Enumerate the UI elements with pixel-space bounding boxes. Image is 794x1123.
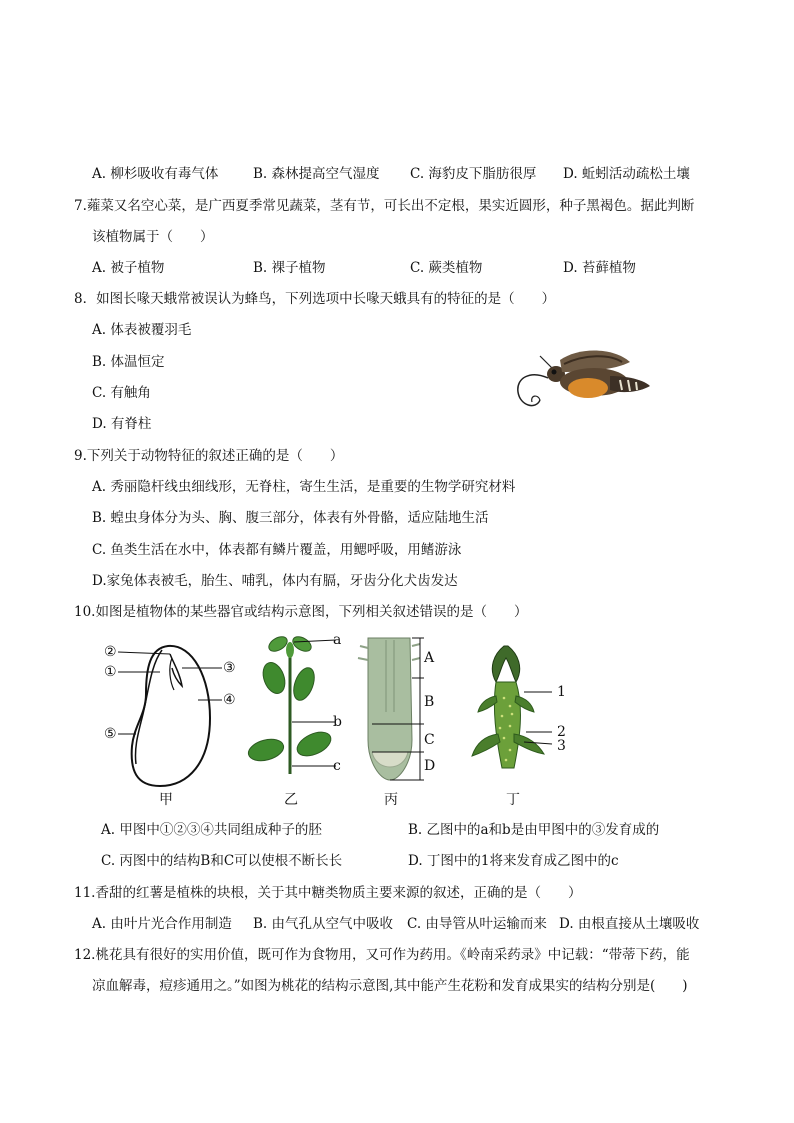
seed-label-1: ① bbox=[104, 664, 117, 680]
q9-option-b: B. 蝗虫身体分为头、胸、腹三部分，体表有外骨骼，适应陆地生活 bbox=[92, 510, 489, 526]
q7-option-a: A. 被子植物 bbox=[92, 260, 165, 276]
q10-stem: 10.如图是植物体的某些器官或结构示意图，下列相关叙述错误的是（ ） bbox=[74, 604, 528, 620]
q10-option-b: B. 乙图中的a和b是由甲图中的③发育成的 bbox=[408, 822, 660, 838]
bud-label-3: 3 bbox=[557, 738, 566, 754]
figure-bing-caption: 丙 bbox=[384, 792, 398, 808]
seed-label-5: ⑤ bbox=[104, 726, 117, 742]
q8-option-a: A. 体表被覆羽毛 bbox=[92, 322, 192, 338]
q9-option-d: D.家兔体表被毛，胎生、哺乳，体内有膈，牙齿分化犬齿发达 bbox=[92, 573, 458, 589]
q11-option-b: B. 由气孔从空气中吸收 bbox=[253, 916, 394, 932]
q12-stem-line1: 12.桃花具有很好的实用价值，既可作为食物用，又可作为药用。《岭南采药录》中记载：“带蒂下药，能 bbox=[74, 947, 690, 963]
stem-label-a: a bbox=[333, 632, 342, 648]
q8-stem: 8．如图长喙天蛾常被误认为蜂鸟，下列选项中长喙天蛾具有的特征的是（ ） bbox=[74, 291, 556, 307]
q9-option-a: A. 秀丽隐杆线虫细线形，无脊柱，寄生生活，是重要的生物学研究材料 bbox=[92, 479, 516, 495]
seed-label-3: ③ bbox=[223, 660, 236, 676]
q8-option-d: D. 有脊柱 bbox=[92, 416, 152, 432]
root-tip-diagram bbox=[350, 632, 430, 784]
q7-stem-line1: 7.蕹菜又名空心菜，是广西夏季常见蔬菜，茎有节，可长出不定根，果实近圆形，种子黑褐色。据此判断 bbox=[74, 198, 695, 214]
stem-label-c: c bbox=[333, 758, 341, 774]
plant-stem-diagram bbox=[244, 632, 344, 782]
q8-option-c: C. 有触角 bbox=[92, 385, 151, 401]
q11-option-c: C. 由导管从叶运输而来 bbox=[407, 916, 547, 932]
q7-option-b: B. 裸子植物 bbox=[253, 260, 326, 276]
q10-option-a: A. 甲图中①②③④共同组成种子的胚 bbox=[101, 822, 322, 838]
hawk-moth-image bbox=[510, 340, 655, 415]
q6-option-b: B. 森林提高空气湿度 bbox=[253, 166, 380, 182]
q7-option-d: D. 苔藓植物 bbox=[563, 260, 636, 276]
root-label-c: C bbox=[424, 732, 435, 748]
figure-jia-caption: 甲 bbox=[159, 792, 173, 808]
q6-option-c: C. 海豹皮下脂肪很厚 bbox=[410, 166, 537, 182]
root-label-a: A bbox=[424, 650, 435, 666]
q12-stem-line2: 凉血解毒，痘疹通用之。”如图为桃花的结构示意图,其中能产生花粉和发育成果实的结构分别是( ) bbox=[92, 978, 688, 994]
q9-option-c: C. 鱼类生活在水中，体表都有鳞片覆盖，用鳃呼吸，用鳍游泳 bbox=[92, 542, 462, 558]
q9-stem: 9.下列关于动物特征的叙述正确的是（ ） bbox=[74, 448, 344, 464]
bud-label-2: 2 bbox=[557, 724, 566, 740]
q10-option-d: D. 丁图中的1将来发育成乙图中的c bbox=[408, 853, 619, 869]
root-label-b: B bbox=[424, 694, 435, 710]
q7-option-c: C. 蕨类植物 bbox=[410, 260, 483, 276]
q11-stem: 11.香甜的红薯是植株的块根，关于其中糖类物质主要来源的叙述，正确的是（ ） bbox=[74, 885, 582, 901]
q10-option-c: C. 丙图中的结构B和C可以使根不断长长 bbox=[101, 853, 343, 869]
q7-stem-line2: 该植物属于（ ） bbox=[92, 229, 214, 245]
q11-option-d: D. 由根直接从土壤吸收 bbox=[559, 916, 700, 932]
bud-diagram bbox=[466, 638, 556, 780]
figure-yi-caption: 乙 bbox=[284, 792, 298, 808]
stem-label-b: b bbox=[333, 714, 342, 730]
q11-option-a: A. 由叶片光合作用制造 bbox=[92, 916, 232, 932]
bud-label-1: 1 bbox=[557, 684, 566, 700]
seed-label-2: ② bbox=[104, 644, 117, 660]
q8-option-b: B. 体温恒定 bbox=[92, 354, 165, 370]
root-label-d: D bbox=[424, 758, 436, 774]
figure-ding-caption: 丁 bbox=[506, 792, 520, 808]
seed-label-4: ④ bbox=[223, 692, 236, 708]
q6-option-d: D. 蚯蚓活动疏松土壤 bbox=[563, 166, 690, 182]
q6-option-a: A. 柳杉吸收有毒气体 bbox=[92, 166, 219, 182]
